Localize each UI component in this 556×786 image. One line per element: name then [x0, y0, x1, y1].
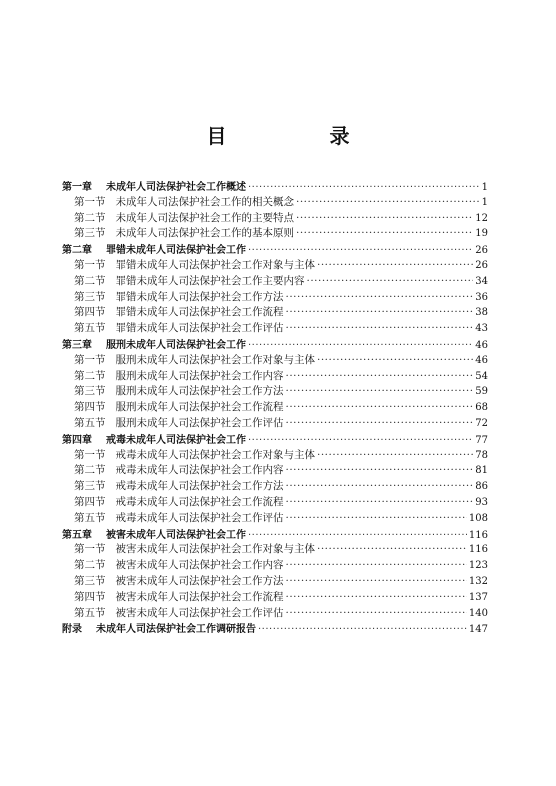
toc-entry-title: 戒毒未成年人司法保护社会工作评估 — [115, 511, 284, 524]
toc-entry-number: 第三章 — [62, 339, 92, 351]
toc-entry-label — [74, 541, 315, 556]
toc-entry-title: 未成年人司法保护社会工作概述 — [106, 182, 246, 193]
toc-page-number: 123 — [468, 560, 488, 572]
toc-entry-number: 第一节 — [74, 448, 106, 461]
toc-section-entry[interactable] — [62, 194, 488, 210]
toc-entry-title: 戒毒未成年人司法保护社会工作内容 — [115, 464, 284, 477]
page-title: 目 录 — [206, 124, 398, 148]
toc-entry-label — [74, 447, 315, 462]
dot-leader — [286, 401, 474, 413]
toc-section-entry[interactable] — [62, 257, 488, 273]
toc-entry-label — [74, 415, 284, 430]
toc-entry-title: 被害未成年人司法保护社会工作内容 — [115, 559, 284, 572]
toc-entry-label — [74, 194, 294, 209]
toc-section-entry[interactable] — [62, 605, 488, 621]
toc-entry-label — [74, 368, 284, 383]
dot-leader — [317, 354, 473, 366]
toc-entry-number: 附录 — [62, 624, 82, 636]
toc-entry-label — [74, 510, 284, 525]
dot-leader — [296, 196, 480, 208]
toc-entry-number: 第一节 — [74, 195, 106, 208]
toc-section-entry[interactable] — [62, 368, 488, 384]
toc-section-entry[interactable] — [62, 462, 488, 478]
toc-entry-title: 服刑未成年人司法保护社会工作流程 — [115, 401, 284, 414]
dot-leader — [286, 370, 474, 382]
toc-entry-label — [62, 526, 246, 541]
toc-page-number: 86 — [475, 481, 488, 493]
dot-leader — [286, 480, 474, 492]
toc-entry-label — [74, 462, 284, 477]
dot-leader — [317, 259, 473, 271]
toc-entry-title: 戒毒未成年人司法保护社会工作方法 — [115, 480, 284, 493]
toc-entry-label — [74, 573, 284, 588]
toc-section-entry[interactable] — [62, 352, 488, 368]
toc-entry-label — [74, 273, 305, 288]
toc-entry-title: 未成年人司法保护社会工作调研报告 — [96, 624, 256, 636]
toc-entry-label — [74, 557, 284, 572]
toc-entry-number: 第二节 — [74, 369, 106, 382]
toc-entry-label — [74, 494, 284, 509]
toc-chapter-entry[interactable] — [62, 178, 488, 194]
toc-entry-title: 服刑未成年人司法保护社会工作内容 — [115, 369, 284, 382]
toc-chapter-entry[interactable] — [62, 431, 488, 447]
toc-page-number: 93 — [475, 496, 488, 508]
dot-leader — [258, 624, 467, 635]
table-of-contents — [62, 178, 488, 636]
toc-page-number: 59 — [475, 386, 488, 398]
toc-page-number: 132 — [468, 575, 488, 587]
toc-page-number: 68 — [475, 402, 488, 414]
toc-entry-label — [62, 241, 246, 256]
toc-entry-number: 第三节 — [74, 290, 106, 303]
dot-leader — [248, 182, 480, 193]
toc-entry-number: 第四节 — [74, 306, 106, 319]
toc-entry-number: 第五节 — [74, 416, 106, 429]
toc-entry-number: 第四章 — [62, 434, 92, 446]
dot-leader — [286, 607, 467, 619]
toc-page-number: 1 — [481, 182, 488, 193]
toc-entry-label — [74, 289, 284, 304]
toc-entry-title: 服刑未成年人司法保护社会工作对象与主体 — [115, 353, 315, 366]
dot-leader — [286, 512, 467, 524]
toc-page-number: 1 — [481, 196, 488, 208]
dot-leader — [286, 559, 467, 571]
toc-entry-title: 未成年人司法保护社会工作的相关概念 — [115, 195, 294, 208]
toc-entry-number: 第二节 — [74, 274, 106, 287]
toc-section-entry[interactable] — [62, 273, 488, 289]
toc-page-number: 12 — [475, 212, 488, 224]
dot-leader — [286, 591, 467, 603]
toc-page-number: 19 — [475, 228, 488, 240]
toc-entry-label — [74, 383, 284, 398]
toc-section-entry[interactable] — [62, 320, 488, 336]
toc-entry-label — [74, 478, 284, 493]
toc-entry-label — [62, 178, 246, 193]
toc-entry-number: 第二节 — [74, 211, 106, 224]
toc-page-number: 147 — [468, 624, 488, 636]
toc-entry-number: 第五节 — [74, 322, 106, 335]
toc-entry-number: 第一节 — [74, 258, 106, 271]
toc-entry-label — [74, 304, 284, 319]
dot-leader — [317, 449, 473, 461]
toc-page-number: 116 — [468, 529, 488, 541]
toc-entry-label — [74, 605, 284, 620]
toc-entry-title: 罪错未成年人司法保护社会工作对象与主体 — [115, 258, 315, 271]
toc-entry-title: 戒毒未成年人司法保护社会工作流程 — [115, 495, 284, 508]
toc-section-entry[interactable] — [62, 415, 488, 431]
toc-section-entry[interactable] — [62, 478, 488, 494]
toc-section-entry[interactable] — [62, 447, 488, 463]
toc-page-number: 54 — [475, 370, 488, 382]
toc-entry-title: 被害未成年人司法保护社会工作 — [106, 529, 246, 541]
toc-entry-title: 罪错未成年人司法保护社会工作主要内容 — [115, 274, 305, 287]
toc-entry-title: 罪错未成年人司法保护社会工作评估 — [115, 322, 284, 335]
toc-page-number: 81 — [475, 465, 488, 477]
toc-section-entry[interactable] — [62, 225, 488, 241]
toc-entry-label — [74, 589, 284, 604]
dot-leader — [286, 385, 474, 397]
dot-leader — [286, 306, 474, 318]
toc-section-entry[interactable] — [62, 399, 488, 415]
toc-entry-title: 未成年人司法保护社会工作的基本原则 — [115, 227, 294, 240]
toc-entry-title: 被害未成年人司法保护社会工作方法 — [115, 574, 284, 587]
toc-entry-label — [74, 225, 294, 240]
toc-entry-number: 第一节 — [74, 543, 106, 556]
toc-section-entry[interactable] — [62, 541, 488, 557]
dot-leader — [296, 227, 473, 239]
toc-chapter-entry[interactable] — [62, 526, 488, 542]
toc-entry-title: 服刑未成年人司法保护社会工作 — [106, 339, 246, 351]
toc-chapter-entry[interactable] — [62, 336, 488, 352]
dot-leader — [248, 340, 473, 351]
toc-entry-label — [62, 620, 256, 635]
toc-page-number: 116 — [468, 544, 488, 556]
toc-entry-number: 第三节 — [74, 385, 106, 398]
toc-entry-title: 戒毒未成年人司法保护社会工作对象与主体 — [115, 448, 315, 461]
toc-entry-number: 第四节 — [74, 590, 106, 603]
toc-entry-number: 第二节 — [74, 559, 106, 572]
toc-entry-number: 第三节 — [74, 574, 106, 587]
dot-leader — [317, 543, 467, 555]
toc-page-number: 26 — [475, 245, 488, 257]
toc-page-number: 38 — [475, 307, 488, 319]
toc-entry-number: 第四节 — [74, 401, 106, 414]
dot-leader — [248, 530, 467, 541]
toc-entry-number: 第二节 — [74, 464, 106, 477]
dot-leader — [248, 435, 473, 446]
toc-entry-title: 被害未成年人司法保护社会工作对象与主体 — [115, 543, 315, 556]
toc-page-number: 78 — [475, 449, 488, 461]
dot-leader — [307, 275, 474, 287]
dot-leader — [286, 417, 474, 429]
dot-leader — [286, 575, 467, 587]
toc-section-entry[interactable] — [62, 510, 488, 526]
toc-page-number: 46 — [475, 339, 488, 351]
toc-entry-title: 未成年人司法保护社会工作的主要特点 — [115, 211, 294, 224]
toc-entry-number: 第五节 — [74, 606, 106, 619]
dot-leader — [286, 291, 474, 303]
toc-section-entry[interactable] — [62, 589, 488, 605]
toc-page-number: 46 — [475, 354, 488, 366]
toc-section-entry[interactable] — [62, 304, 488, 320]
toc-entry-number: 第四节 — [74, 495, 106, 508]
toc-page-number: 77 — [475, 434, 488, 446]
toc-entry-label — [74, 320, 284, 335]
dot-leader — [286, 464, 474, 476]
toc-entry-title: 服刑未成年人司法保护社会工作方法 — [115, 385, 284, 398]
toc-page-number: 140 — [468, 607, 488, 619]
toc-page-number: 43 — [475, 323, 488, 335]
toc-entry-number: 第一章 — [62, 182, 92, 193]
toc-page-number: 34 — [475, 275, 488, 287]
toc-entry-number: 第二章 — [62, 245, 92, 257]
toc-section-entry[interactable] — [62, 289, 488, 305]
toc-section-entry[interactable] — [62, 557, 488, 573]
toc-entry-label — [74, 210, 294, 225]
toc-entry-title: 服刑未成年人司法保护社会工作评估 — [115, 416, 284, 429]
toc-entry-number: 第三节 — [74, 227, 106, 240]
toc-section-entry[interactable] — [62, 573, 488, 589]
toc-page-number: 26 — [475, 259, 488, 271]
toc-entry-number: 第一节 — [74, 353, 106, 366]
toc-entry-title: 罪错未成年人司法保护社会工作流程 — [115, 306, 284, 319]
toc-entry-number: 第五节 — [74, 511, 106, 524]
toc-page-number: 137 — [468, 591, 488, 603]
toc-page-number: 36 — [475, 291, 488, 303]
toc-entry-title: 被害未成年人司法保护社会工作流程 — [115, 590, 284, 603]
dot-leader — [286, 322, 474, 334]
dot-leader — [286, 496, 474, 508]
toc-entry-label — [74, 257, 315, 272]
toc-page-number: 72 — [475, 417, 488, 429]
toc-section-entry[interactable] — [62, 210, 488, 226]
toc-entry-title: 戒毒未成年人司法保护社会工作 — [106, 434, 246, 446]
toc-chapter-entry[interactable] — [62, 620, 488, 636]
toc-entry-label — [74, 399, 284, 414]
toc-section-entry[interactable] — [62, 383, 488, 399]
toc-section-entry[interactable] — [62, 494, 488, 510]
toc-entry-title: 罪错未成年人司法保护社会工作方法 — [115, 290, 284, 303]
dot-leader — [248, 245, 473, 256]
toc-entry-label — [74, 352, 315, 367]
toc-page-number: 108 — [468, 512, 488, 524]
toc-entry-number: 第五章 — [62, 529, 92, 541]
toc-entry-label — [62, 336, 246, 351]
toc-entry-label — [62, 431, 246, 446]
dot-leader — [296, 212, 473, 224]
toc-entry-title: 罪错未成年人司法保护社会工作 — [106, 245, 246, 257]
toc-entry-title: 被害未成年人司法保护社会工作评估 — [115, 606, 284, 619]
toc-entry-number: 第三节 — [74, 480, 106, 493]
toc-chapter-entry[interactable] — [62, 241, 488, 257]
